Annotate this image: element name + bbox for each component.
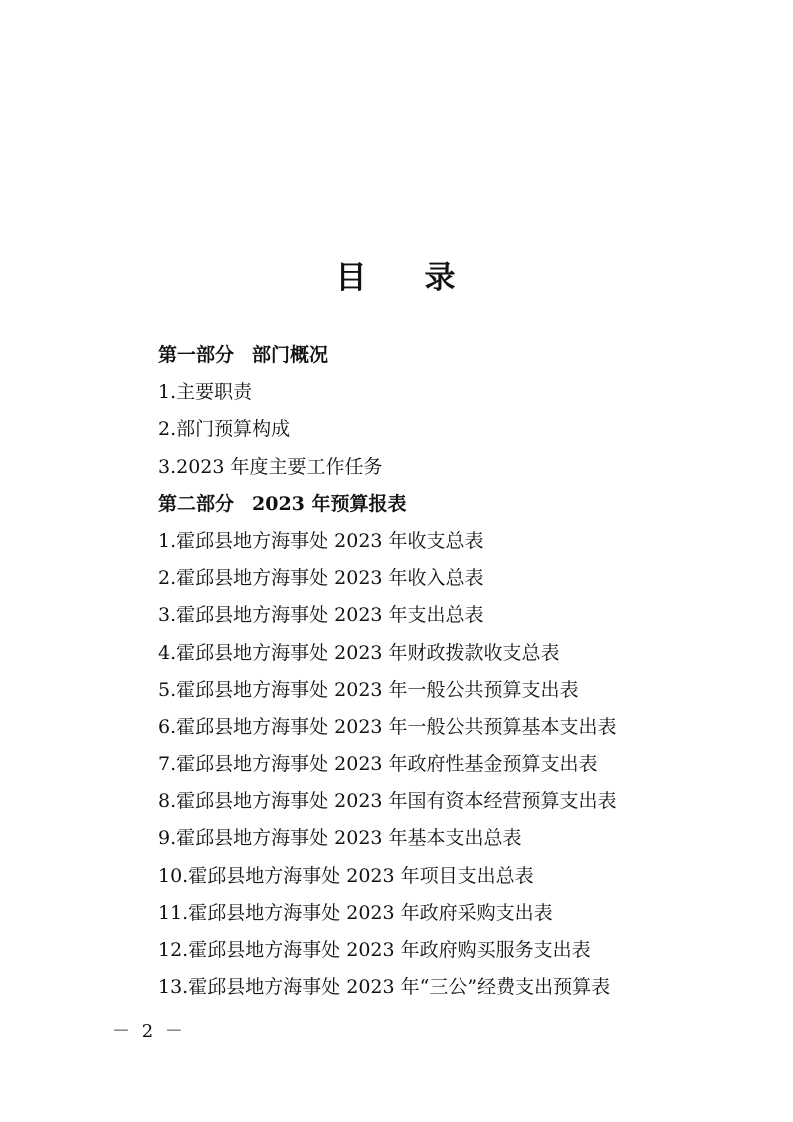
toc-item: 4.霍邱县地方海事处 2023 年财政拨款收支总表: [158, 641, 560, 664]
toc-item: 1.霍邱县地方海事处 2023 年收支总表: [158, 529, 484, 552]
toc-item: 7.霍邱县地方海事处 2023 年政府性基金预算支出表: [158, 753, 598, 776]
toc-item: 3.2023 年度主要工作任务: [158, 455, 383, 478]
toc-item: 3.霍邱县地方海事处 2023 年支出总表: [158, 604, 484, 627]
toc-item: 2.部门预算构成: [158, 418, 291, 441]
title-char-2: 录: [424, 260, 458, 296]
toc-part2-name: 2023 年预算报表: [252, 492, 407, 515]
page-number: － 2 －: [112, 1021, 186, 1042]
toc-part1-heading: [158, 337, 758, 374]
toc-item: 12.霍邱县地方海事处 2023 年政府购买服务支出表: [158, 939, 591, 961]
toc-item: 2.霍邱县地方海事处 2023 年收入总表: [158, 567, 484, 590]
toc-item: 1.主要职责: [158, 381, 253, 404]
toc-part1-label: 第一部分: [158, 344, 235, 366]
title-char-1: 目: [335, 260, 369, 296]
toc-part1-name: 部门概况: [252, 344, 329, 366]
toc-item: 6.霍邱县地方海事处 2023 年一般公共预算基本支出表: [158, 715, 617, 738]
toc-part2-label: 第二部分: [158, 492, 235, 515]
toc-item: 8.霍邱县地方海事处 2023 年国有资本经营预算支出表: [158, 790, 617, 813]
toc-part2-heading: [158, 486, 758, 523]
table-of-contents: [158, 337, 758, 1006]
page-title: [0, 252, 793, 297]
toc-item: 11.霍邱县地方海事处 2023 年政府采购支出表: [158, 901, 553, 924]
toc-item: 9.霍邱县地方海事处 2023 年基本支出总表: [158, 827, 522, 850]
toc-item: 13.霍邱县地方海事处 2023 年“三公”经费支出预算表: [158, 976, 611, 999]
toc-item: 5.霍邱县地方海事处 2023 年一般公共预算支出表: [158, 678, 579, 701]
toc-item: 10.霍邱县地方海事处 2023 年项目支出总表: [158, 864, 534, 887]
